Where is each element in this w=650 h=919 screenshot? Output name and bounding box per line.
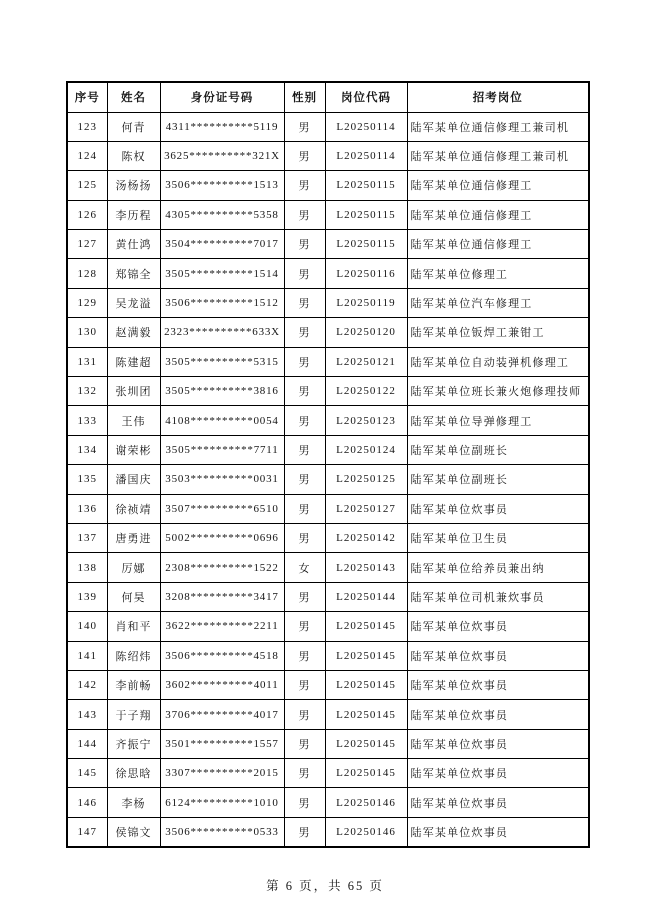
- id-number-cell: 6124**********1010: [160, 788, 284, 817]
- job-title-cell: 陆军某单位司机兼炊事员: [407, 582, 589, 611]
- table-row: [67, 259, 589, 288]
- table-row: [67, 612, 589, 641]
- job-code-cell: L20250146: [325, 788, 407, 817]
- serial-cell: 144: [67, 729, 107, 758]
- gender-cell: 男: [284, 729, 325, 758]
- id-number-cell: 3622**********2211: [160, 612, 284, 641]
- name-cell: 陈权: [107, 141, 160, 170]
- name-cell: 齐振宁: [107, 729, 160, 758]
- gender-cell: 男: [284, 112, 325, 141]
- gender-cell: 男: [284, 347, 325, 376]
- name-cell: 厉娜: [107, 553, 160, 582]
- id-number-cell: 2308**********1522: [160, 553, 284, 582]
- job-title-cell: 陆军某单位自动装弹机修理工: [407, 347, 589, 376]
- serial-cell: 147: [67, 817, 107, 846]
- gender-cell: 男: [284, 582, 325, 611]
- name-cell: 王伟: [107, 406, 160, 435]
- id-number-cell: 3602**********4011: [160, 670, 284, 699]
- serial-cell: 140: [67, 612, 107, 641]
- name-cell: 何昊: [107, 582, 160, 611]
- serial-cell: 126: [67, 200, 107, 229]
- table-row: [67, 670, 589, 699]
- name-cell: 何青: [107, 112, 160, 141]
- job-code-cell: L20250122: [325, 377, 407, 406]
- job-code-cell: L20250144: [325, 582, 407, 611]
- header-row: [67, 82, 589, 112]
- gender-cell: 男: [284, 377, 325, 406]
- serial-cell: 125: [67, 171, 107, 200]
- column-header: 招考岗位: [407, 82, 589, 112]
- job-code-cell: L20250143: [325, 553, 407, 582]
- job-title-cell: 陆军某单位炊事员: [407, 759, 589, 788]
- table-row: [67, 347, 589, 376]
- job-code-cell: L20250120: [325, 318, 407, 347]
- serial-cell: 138: [67, 553, 107, 582]
- serial-cell: 134: [67, 435, 107, 464]
- serial-cell: 133: [67, 406, 107, 435]
- job-title-cell: 陆军某单位副班长: [407, 435, 589, 464]
- name-cell: 潘国庆: [107, 465, 160, 494]
- job-code-cell: L20250119: [325, 288, 407, 317]
- job-title-cell: 陆军某单位班长兼火炮修理技师: [407, 377, 589, 406]
- gender-cell: 男: [284, 230, 325, 259]
- page-number-footer: 第 6 页，共 65 页: [266, 879, 384, 893]
- table-row: [67, 759, 589, 788]
- serial-cell: 145: [67, 759, 107, 788]
- job-title-cell: 陆军某单位炊事员: [407, 670, 589, 699]
- gender-cell: 男: [284, 641, 325, 670]
- serial-cell: 137: [67, 523, 107, 552]
- job-title-cell: 陆军某单位炊事员: [407, 612, 589, 641]
- id-number-cell: 4305**********5358: [160, 200, 284, 229]
- name-cell: 李杨: [107, 788, 160, 817]
- gender-cell: 男: [284, 494, 325, 523]
- gender-cell: 男: [284, 817, 325, 846]
- name-cell: 陈绍炜: [107, 641, 160, 670]
- job-title-cell: 陆军某单位炊事员: [407, 494, 589, 523]
- job-code-cell: L20250115: [325, 171, 407, 200]
- serial-cell: 128: [67, 259, 107, 288]
- job-code-cell: L20250114: [325, 141, 407, 170]
- column-header: 性别: [284, 82, 325, 112]
- id-number-cell: 3505**********7711: [160, 435, 284, 464]
- job-code-cell: L20250145: [325, 759, 407, 788]
- table-row: [67, 171, 589, 200]
- table-row: [67, 700, 589, 729]
- job-title-cell: 陆军某单位通信修理工兼司机: [407, 112, 589, 141]
- gender-cell: 男: [284, 612, 325, 641]
- name-cell: 陈建超: [107, 347, 160, 376]
- table-row: [67, 435, 589, 464]
- gender-cell: 男: [284, 465, 325, 494]
- job-code-cell: L20250146: [325, 817, 407, 846]
- serial-cell: 143: [67, 700, 107, 729]
- job-title-cell: 陆军某单位给养员兼出纳: [407, 553, 589, 582]
- id-number-cell: 3506**********4518: [160, 641, 284, 670]
- gender-cell: 男: [284, 759, 325, 788]
- gender-cell: 男: [284, 288, 325, 317]
- name-cell: 汤杨扬: [107, 171, 160, 200]
- name-cell: 徐思晗: [107, 759, 160, 788]
- serial-cell: 130: [67, 318, 107, 347]
- job-code-cell: L20250121: [325, 347, 407, 376]
- table-row: [67, 200, 589, 229]
- id-number-cell: 3208**********3417: [160, 582, 284, 611]
- name-cell: 张圳团: [107, 377, 160, 406]
- id-number-cell: 5002**********0696: [160, 523, 284, 552]
- gender-cell: 男: [284, 788, 325, 817]
- serial-cell: 139: [67, 582, 107, 611]
- gender-cell: 男: [284, 259, 325, 288]
- table-row: [67, 318, 589, 347]
- serial-cell: 123: [67, 112, 107, 141]
- id-number-cell: 3506**********1512: [160, 288, 284, 317]
- name-cell: 唐勇进: [107, 523, 160, 552]
- table-row: [67, 582, 589, 611]
- serial-cell: 131: [67, 347, 107, 376]
- gender-cell: 男: [284, 435, 325, 464]
- gender-cell: 男: [284, 318, 325, 347]
- job-code-cell: L20250115: [325, 230, 407, 259]
- table-row: [67, 406, 589, 435]
- id-number-cell: 3504**********7017: [160, 230, 284, 259]
- job-title-cell: 陆军某单位卫生员: [407, 523, 589, 552]
- table-row: [67, 377, 589, 406]
- job-code-cell: L20250142: [325, 523, 407, 552]
- job-code-cell: L20250127: [325, 494, 407, 523]
- name-cell: 谢荣彬: [107, 435, 160, 464]
- name-cell: 肖和平: [107, 612, 160, 641]
- id-number-cell: 3505**********5315: [160, 347, 284, 376]
- serial-cell: 142: [67, 670, 107, 699]
- job-title-cell: 陆军某单位通信修理工: [407, 200, 589, 229]
- job-code-cell: L20250125: [325, 465, 407, 494]
- serial-cell: 127: [67, 230, 107, 259]
- table-row: [67, 729, 589, 758]
- column-header: 序号: [67, 82, 107, 112]
- table-row: [67, 817, 589, 846]
- gender-cell: 男: [284, 406, 325, 435]
- serial-cell: 124: [67, 141, 107, 170]
- job-title-cell: 陆军某单位通信修理工兼司机: [407, 141, 589, 170]
- column-header: 身份证号码: [160, 82, 284, 112]
- id-number-cell: 3706**********4017: [160, 700, 284, 729]
- table-row: [67, 553, 589, 582]
- job-title-cell: 陆军某单位通信修理工: [407, 171, 589, 200]
- job-code-cell: L20250145: [325, 641, 407, 670]
- id-number-cell: 4108**********0054: [160, 406, 284, 435]
- serial-cell: 132: [67, 377, 107, 406]
- table-row: [67, 788, 589, 817]
- job-code-cell: L20250115: [325, 200, 407, 229]
- serial-cell: 146: [67, 788, 107, 817]
- id-number-cell: 3506**********0533: [160, 817, 284, 846]
- job-title-cell: 陆军某单位炊事员: [407, 729, 589, 758]
- column-header: 姓名: [107, 82, 160, 112]
- id-number-cell: 3505**********3816: [160, 377, 284, 406]
- job-title-cell: 陆军某单位炊事员: [407, 817, 589, 846]
- gender-cell: 男: [284, 523, 325, 552]
- name-cell: 吴龙溢: [107, 288, 160, 317]
- gender-cell: 男: [284, 700, 325, 729]
- id-number-cell: 3625**********321X: [160, 141, 284, 170]
- job-code-cell: L20250145: [325, 729, 407, 758]
- recruitment-roster-table: [66, 81, 590, 848]
- table-row: [67, 523, 589, 552]
- id-number-cell: 3505**********1514: [160, 259, 284, 288]
- name-cell: 郑锦全: [107, 259, 160, 288]
- table-row: [67, 112, 589, 141]
- name-cell: 黄仕鸿: [107, 230, 160, 259]
- name-cell: 李历程: [107, 200, 160, 229]
- job-title-cell: 陆军某单位修理工: [407, 259, 589, 288]
- job-title-cell: 陆军某单位炊事员: [407, 700, 589, 729]
- id-number-cell: 3501**********1557: [160, 729, 284, 758]
- serial-cell: 129: [67, 288, 107, 317]
- name-cell: 侯锦文: [107, 817, 160, 846]
- table-row: [67, 141, 589, 170]
- serial-cell: 136: [67, 494, 107, 523]
- gender-cell: 男: [284, 200, 325, 229]
- name-cell: 赵满毅: [107, 318, 160, 347]
- serial-cell: 135: [67, 465, 107, 494]
- id-number-cell: 3307**********2015: [160, 759, 284, 788]
- job-title-cell: 陆军某单位通信修理工: [407, 230, 589, 259]
- table-body: [67, 112, 589, 847]
- job-code-cell: L20250145: [325, 670, 407, 699]
- table-row: [67, 465, 589, 494]
- job-title-cell: 陆军某单位汽车修理工: [407, 288, 589, 317]
- serial-cell: 141: [67, 641, 107, 670]
- gender-cell: 男: [284, 670, 325, 699]
- job-code-cell: L20250116: [325, 259, 407, 288]
- job-code-cell: L20250124: [325, 435, 407, 464]
- id-number-cell: 4311**********5119: [160, 112, 284, 141]
- job-code-cell: L20250145: [325, 612, 407, 641]
- gender-cell: 男: [284, 171, 325, 200]
- table-row: [67, 230, 589, 259]
- id-number-cell: 3503**********0031: [160, 465, 284, 494]
- gender-cell: 女: [284, 553, 325, 582]
- table-row: [67, 641, 589, 670]
- job-title-cell: 陆军某单位炊事员: [407, 788, 589, 817]
- job-title-cell: 陆军某单位炊事员: [407, 641, 589, 670]
- job-code-cell: L20250123: [325, 406, 407, 435]
- column-header: 岗位代码: [325, 82, 407, 112]
- job-title-cell: 陆军某单位副班长: [407, 465, 589, 494]
- table-row: [67, 494, 589, 523]
- job-title-cell: 陆军某单位导弹修理工: [407, 406, 589, 435]
- id-number-cell: 2323**********633X: [160, 318, 284, 347]
- table-row: [67, 288, 589, 317]
- id-number-cell: 3506**********1513: [160, 171, 284, 200]
- job-title-cell: 陆军某单位钣焊工兼钳工: [407, 318, 589, 347]
- name-cell: 李前畅: [107, 670, 160, 699]
- job-code-cell: L20250145: [325, 700, 407, 729]
- name-cell: 于子翔: [107, 700, 160, 729]
- name-cell: 徐祯靖: [107, 494, 160, 523]
- gender-cell: 男: [284, 141, 325, 170]
- id-number-cell: 3507**********6510: [160, 494, 284, 523]
- job-code-cell: L20250114: [325, 112, 407, 141]
